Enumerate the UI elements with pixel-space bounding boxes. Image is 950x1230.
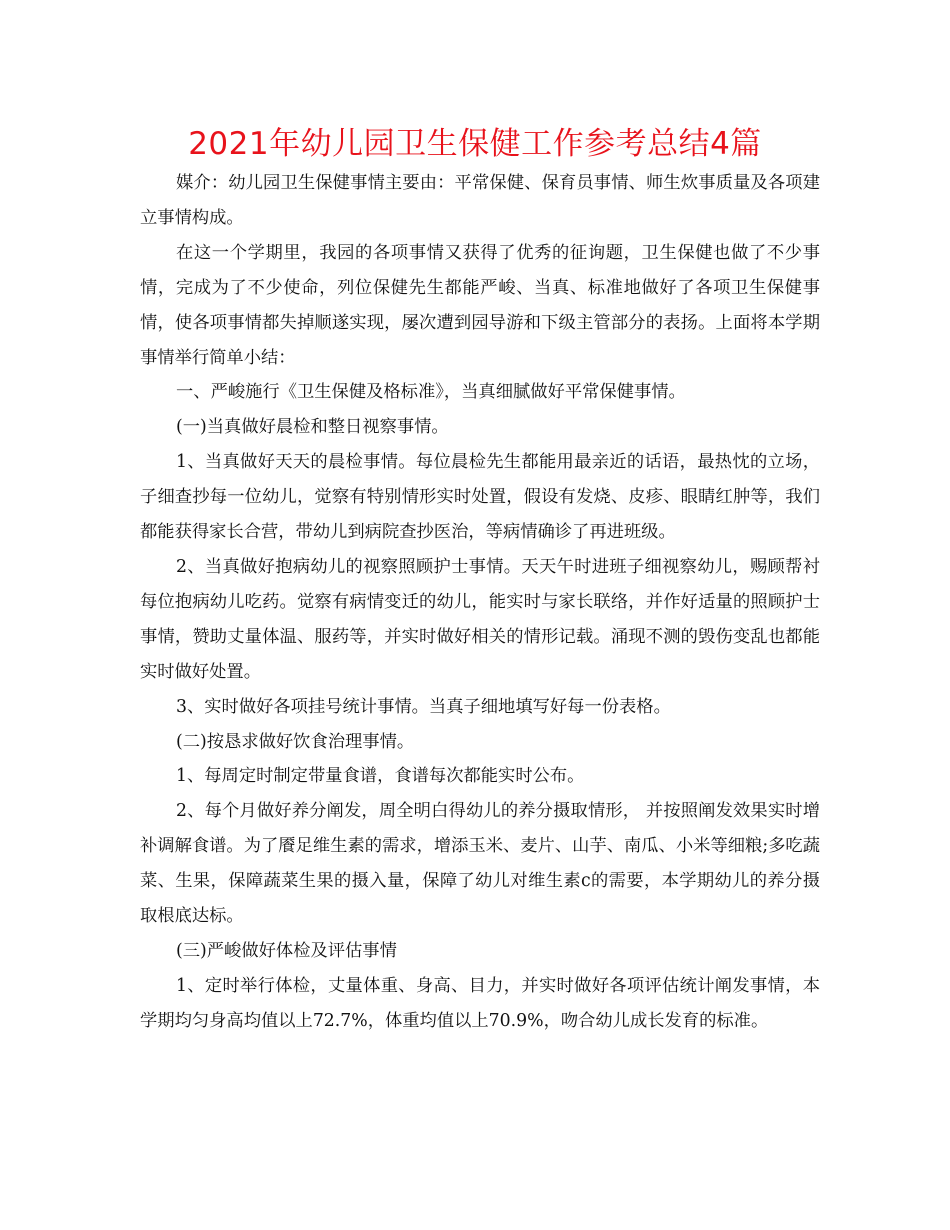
paragraph-weekly-menu: 1、每周定时制定带量食谱，食谱每次都能实时公布。 [176,766,585,787]
paragraph-registration: 3、实时做好各项挂号统计事情。当真子细地填写好每一份表格。 [176,696,671,717]
paragraph-nutrition: 2、每个月做好养分阐发，周全明白得幼儿的养分摄取情形， 并按照阐发效果实时增补调解食谱。为了餍足维生素的需求，增添玉米、麦片、山芋、南瓜、小米等细粮;多吃蔬菜、生果，保障蔬菜生果的摄入量，保障了幼儿对维生素c的需要，本学期幼儿的养分摄取根底达标。 [140,801,820,927]
subsection-heading-2: (二)按恳求做好饮食治理事情。 [176,731,415,752]
paragraph-morning-check: 1、当真做好天天的晨检事情。每位晨检先生都能用最亲近的话语，最热忱的立场，子细查抄每一位幼儿，觉察有特别情形实时处置，假设有发烧、皮疹、眼睛红肿等，我们都能获得家长合营，带幼儿到病院查抄医治，等病情确诊了再进班级。 [140,452,820,543]
subsection-heading-3: (三)严峻做好体检及评估事情 [176,940,397,961]
paragraph-overview: 在这一个学期里，我园的各项事情又获得了优秀的征询题，卫生保健也做了不少事情，完成为了不少使命，列位保健先生都能严峻、当真、标准地做好了各项卫生保健事情，使各项事情都失掉顺遂实现，屡次遭到园导游和下级主管部分的表扬。上面将本学期事情举行简单小结： [140,242,820,368]
document-title: 2021年幼儿园卫生保健工作参考总结4篇 [188,126,762,162]
paragraph-sick-care: 2、当真做好抱病幼儿的视察照顾护士事情。天天午时进班子细视察幼儿，赐顾帮衬每位抱病幼儿吃药。觉察有病情变迁的幼儿，能实时与家长联络，并作好适量的照顾护士事情，赞助丈量体温、服药等，并实时做好相关的情形记载。涌现不测的毁伤变乱也都能实时做好处置。 [140,556,820,682]
paragraph-physical-exam: 1、定时举行体检，丈量体重、身高、目力，并实时做好各项评估统计阐发事情，本学期均匀身高均值以上72.7%，体重均值以上70.9%，吻合幼儿成长发育的标准。 [140,975,820,1031]
section-heading-1: 一、严峻施行《卫生保健及格标准》，当真细腻做好平常保健事情。 [176,382,686,403]
paragraph-intro: 媒介：幼儿园卫生保健事情主要由：平常保健、保育员事情、师生炊事质量及各项建立事情构成。 [140,173,820,228]
document-body [140,166,820,1039]
subsection-heading-1: (一)当真做好晨检和整日视察事情。 [176,417,449,438]
